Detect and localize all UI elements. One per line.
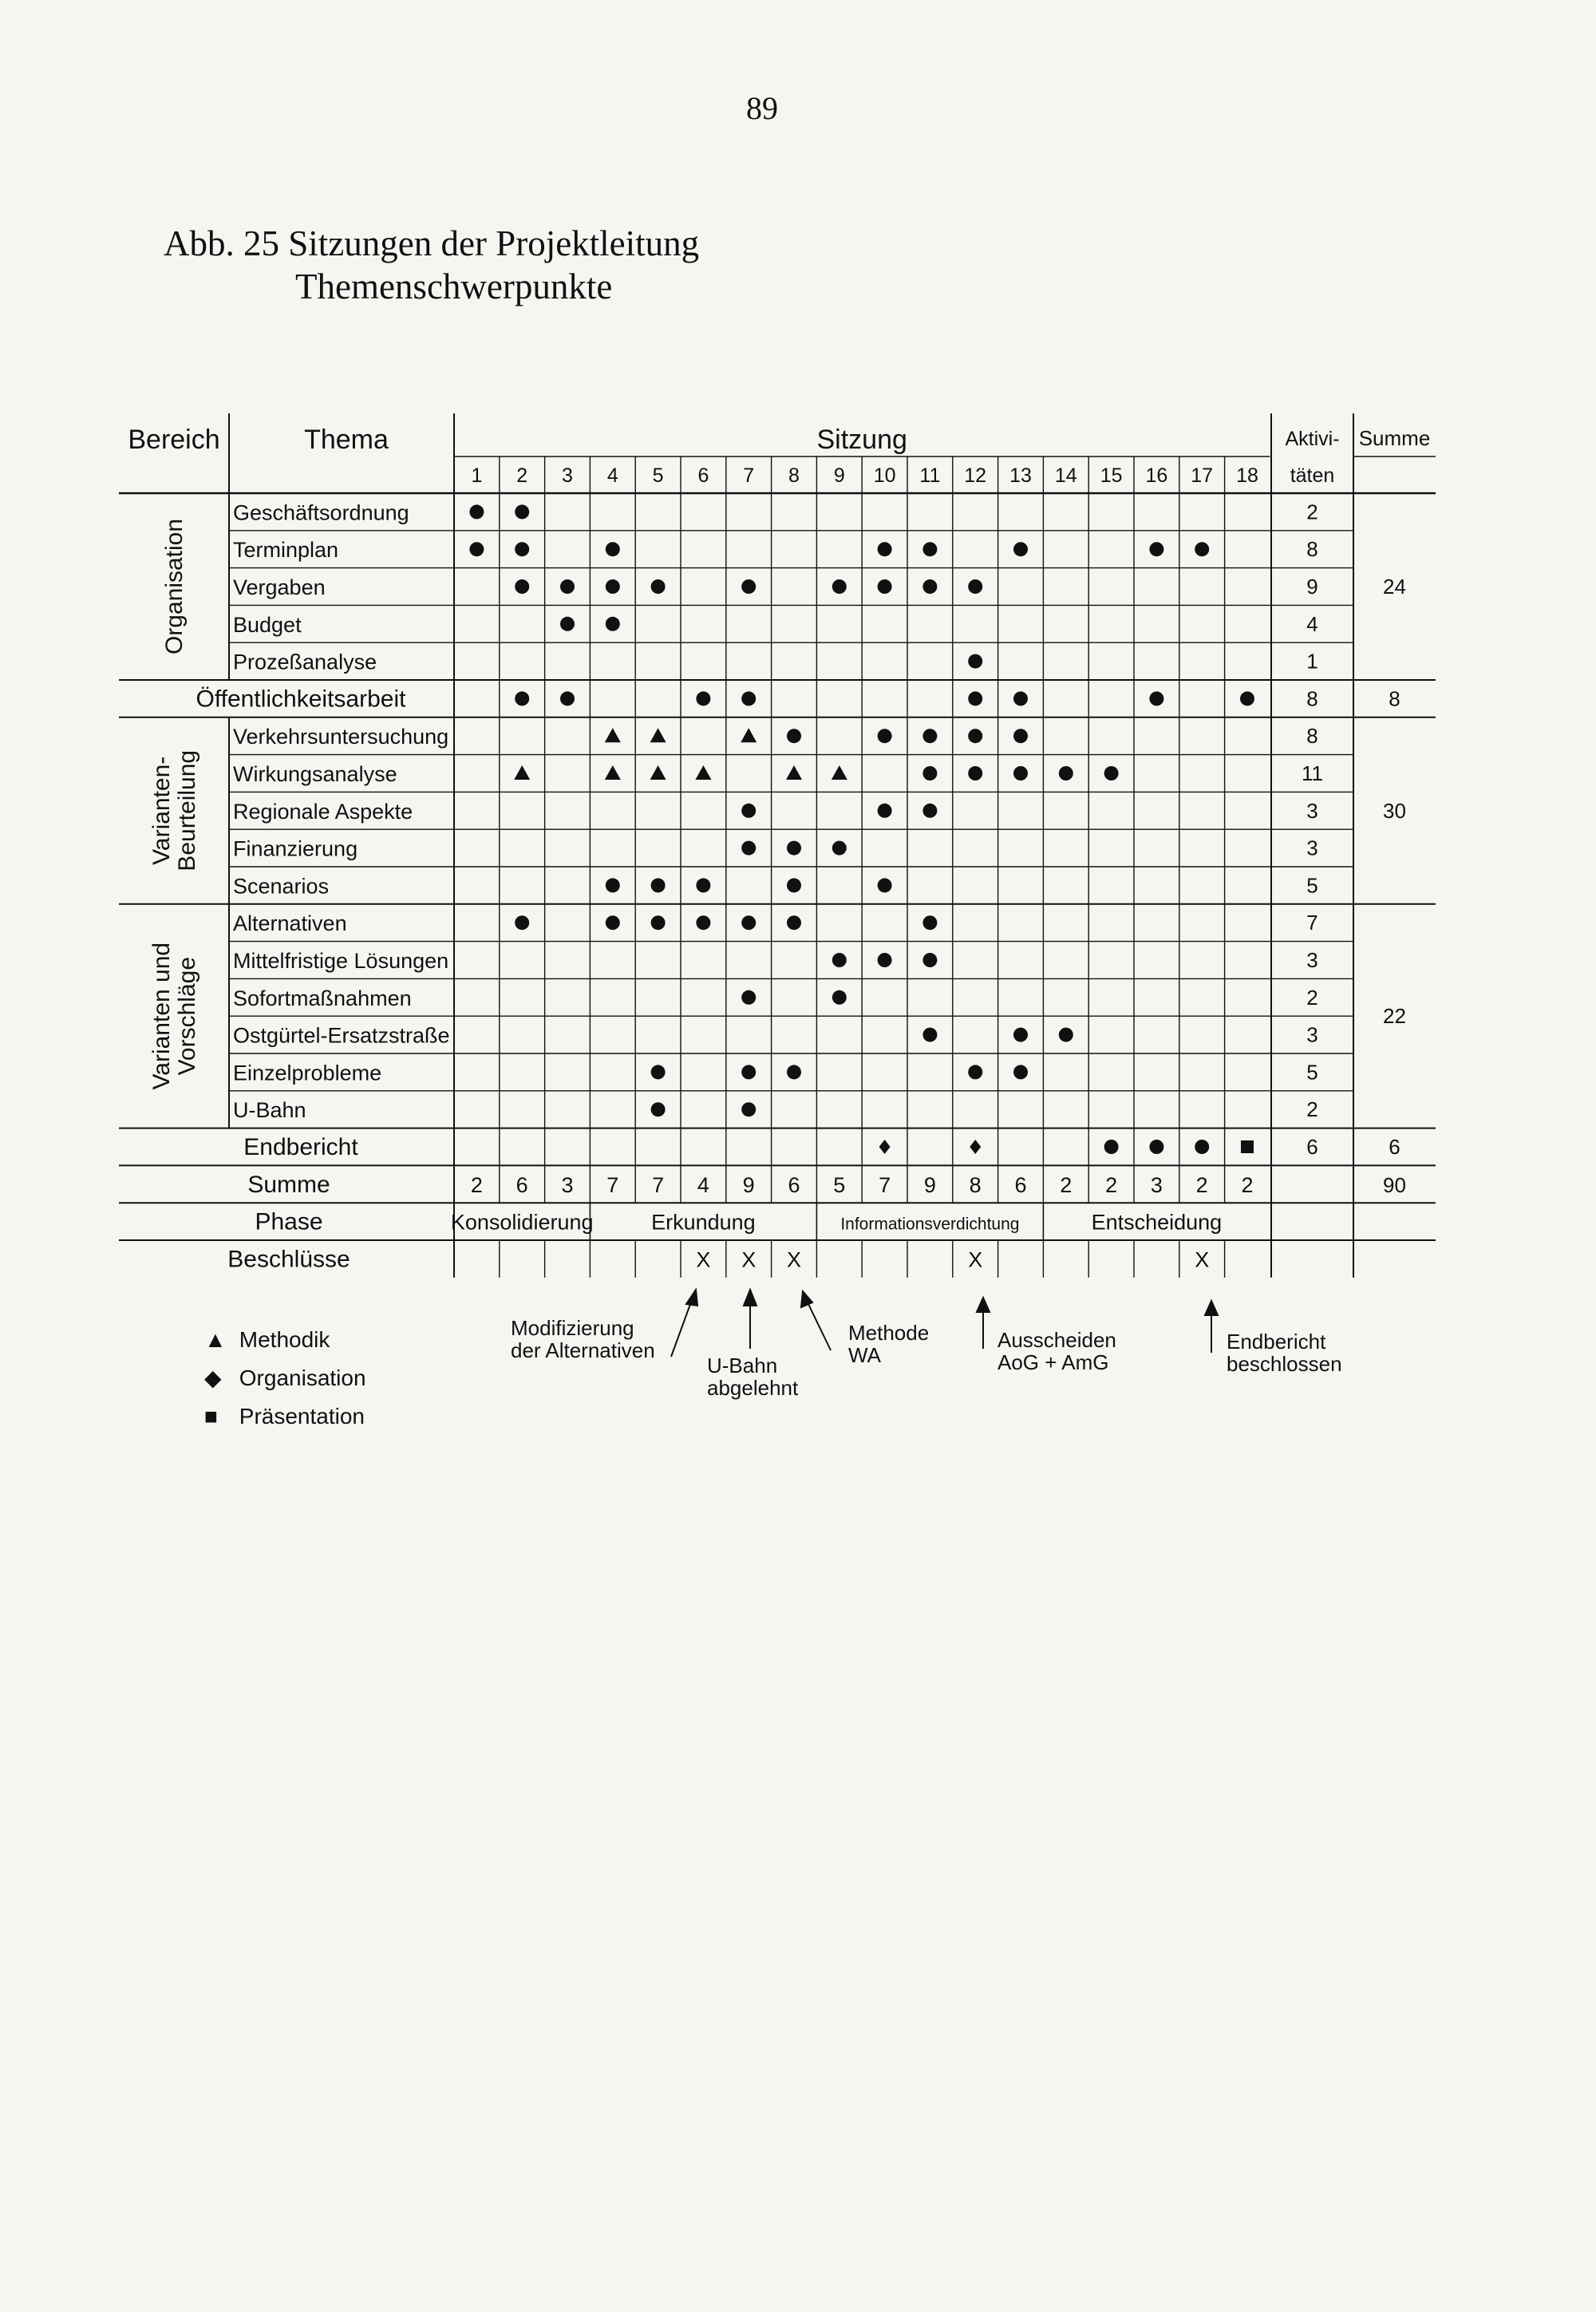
annotation-line: WA <box>848 1343 881 1367</box>
aktivitaeten-value: 4 <box>1306 611 1318 636</box>
arrowhead-icon <box>686 1290 697 1306</box>
session-number: 18 <box>1236 464 1258 487</box>
aktivitaeten-value: 1 <box>1306 649 1318 674</box>
session-number: 14 <box>1054 464 1077 487</box>
session-total: 9 <box>923 1172 936 1197</box>
annotation-line: Methode <box>848 1321 930 1345</box>
session-number: 17 <box>1191 464 1214 487</box>
aktivitaeten-value: 3 <box>1306 798 1318 823</box>
group-sum-value: 24 <box>1383 575 1406 599</box>
annotation-line: U-Bahn <box>707 1354 778 1377</box>
diamond-icon: ◆ <box>204 1365 222 1390</box>
group-label: Varianten- <box>148 756 175 865</box>
session-total: 2 <box>1060 1172 1073 1197</box>
aktivitaeten-value: 8 <box>1306 537 1318 562</box>
phase-name: Informationsverdichtung <box>840 1215 1020 1234</box>
topic-label: Alternativen <box>233 911 347 936</box>
annotation-line: Ausscheiden <box>998 1328 1116 1352</box>
group-label: Beurteilung <box>174 749 200 871</box>
grand-total: 90 <box>1383 1172 1406 1197</box>
session-number: 6 <box>697 464 709 487</box>
aktivitaeten-value: 8 <box>1306 686 1318 711</box>
session-total: 8 <box>969 1172 982 1197</box>
topic-label: Wirkungsanalyse <box>233 762 397 786</box>
aktivitaeten-value: 9 <box>1306 575 1318 599</box>
topic-label: Prozeßanalyse <box>233 650 377 674</box>
arrowhead-icon <box>801 1291 812 1307</box>
summe-label: Summe <box>247 1171 330 1198</box>
aktivitaeten-value: 3 <box>1306 836 1318 860</box>
header-bereich: Bereich <box>128 425 220 455</box>
annotation-line: Modifizierung <box>511 1316 634 1340</box>
topic-label: Verkehrsuntersuchung <box>233 725 449 749</box>
session-total: 5 <box>833 1172 846 1197</box>
phase-name: Erkundung <box>651 1210 756 1235</box>
annotation-line: abgelehnt <box>707 1376 799 1400</box>
topic-label: U-Bahn <box>233 1098 306 1123</box>
beschluesse-label: Beschlüsse <box>227 1246 350 1273</box>
arrowhead-icon <box>744 1290 757 1306</box>
session-total: 6 <box>516 1172 528 1197</box>
aktivitaeten-value: 2 <box>1306 1097 1318 1122</box>
topic-label: Endbericht <box>243 1134 358 1160</box>
topic-label: Scenarios <box>233 874 330 899</box>
topic-label: Geschäftsordnung <box>233 500 409 525</box>
session-number: 4 <box>606 464 618 487</box>
session-number: 9 <box>833 464 845 487</box>
group-label: Varianten und <box>148 942 175 1090</box>
caption-line-2: Themenschwerpunkte <box>295 267 613 306</box>
decision-mark: X <box>968 1247 983 1272</box>
session-number: 5 <box>652 464 664 487</box>
session-total: 3 <box>561 1172 574 1197</box>
decision-mark: X <box>1195 1247 1210 1272</box>
header-aktivitaeten-2: täten <box>1290 464 1335 487</box>
legend-label: Organisation <box>239 1365 366 1390</box>
session-number: 7 <box>743 464 755 487</box>
aktivitaeten-value: 8 <box>1306 724 1318 749</box>
group-sum-value: 30 <box>1383 798 1406 823</box>
group-sum-value: 8 <box>1389 686 1400 711</box>
session-number: 1 <box>471 464 483 487</box>
topic-label: Vergaben <box>233 575 326 599</box>
session-number: 10 <box>873 464 896 487</box>
aktivitaeten-value: 3 <box>1306 948 1318 972</box>
session-number: 13 <box>1009 464 1032 487</box>
topic-label: Ostgürtel-Ersatzstraße <box>233 1023 450 1048</box>
arrowhead-icon <box>1205 1301 1218 1315</box>
group-label: Organisation <box>161 518 188 655</box>
session-total: 4 <box>697 1172 709 1197</box>
arrowhead-icon <box>977 1298 990 1312</box>
annotation-line: Endbericht <box>1227 1330 1326 1354</box>
group-label: Vorschläge <box>174 956 200 1076</box>
decision-mark: X <box>786 1247 802 1272</box>
topic-label: Finanzierung <box>233 836 358 861</box>
session-number: 3 <box>562 464 573 487</box>
session-total: 6 <box>788 1172 800 1197</box>
topic-label: Sofortmaßnahmen <box>233 986 412 1010</box>
annotation-line: beschlossen <box>1227 1352 1342 1376</box>
square-icon: ■ <box>204 1404 218 1429</box>
topic-label: Regionale Aspekte <box>233 799 413 824</box>
phase-name: Konsolidierung <box>450 1210 594 1235</box>
arrow-methode <box>808 1302 831 1350</box>
header-sitzung: Sitzung <box>816 425 907 455</box>
header-summe: Summe <box>1358 426 1431 450</box>
session-total: 2 <box>1195 1172 1208 1197</box>
annotation-line: der Alternativen <box>511 1338 655 1362</box>
session-number: 12 <box>964 464 987 487</box>
aktivitaeten-value: 6 <box>1306 1135 1318 1159</box>
session-total: 2 <box>1241 1172 1254 1197</box>
topic-label: Einzelprobleme <box>233 1061 382 1085</box>
session-number: 15 <box>1100 464 1123 487</box>
aktivitaeten-value: 3 <box>1306 1022 1318 1047</box>
group-sum-value: 22 <box>1383 1004 1406 1029</box>
aktivitaeten-value: 7 <box>1306 911 1318 935</box>
session-total: 7 <box>606 1172 619 1197</box>
session-total: 2 <box>1105 1172 1118 1197</box>
topic-label: Terminplan <box>233 538 339 563</box>
topic-label: Budget <box>233 612 302 637</box>
aktivitaeten-value: 2 <box>1306 500 1318 524</box>
legend-label: Präsentation <box>239 1404 365 1429</box>
session-total: 9 <box>742 1172 755 1197</box>
aktivitaeten-value: 11 <box>1302 761 1323 785</box>
session-number: 11 <box>919 464 941 487</box>
decision-mark: X <box>696 1247 711 1272</box>
aktivitaeten-value: 5 <box>1306 1060 1318 1085</box>
session-total: 2 <box>470 1172 483 1197</box>
session-total: 7 <box>652 1172 665 1197</box>
header-thema: Thema <box>304 425 389 455</box>
phase-label: Phase <box>255 1208 323 1235</box>
group-sum-value: 6 <box>1389 1135 1400 1159</box>
topic-label: Öffentlichkeitsarbeit <box>196 686 406 713</box>
session-total: 3 <box>1150 1172 1163 1197</box>
annotation-line: AoG + AmG <box>998 1350 1109 1374</box>
session-number: 8 <box>788 464 800 487</box>
phase-name: Entscheidung <box>1091 1210 1223 1235</box>
aktivitaeten-value: 2 <box>1306 985 1318 1010</box>
session-total: 7 <box>879 1172 891 1197</box>
decision-mark: X <box>741 1247 757 1272</box>
arrow-modifizierung <box>671 1298 693 1357</box>
session-number: 16 <box>1145 464 1168 487</box>
caption-line-1: Abb. 25 Sitzungen der Projektleitung <box>164 223 700 263</box>
header-aktivitaeten-1: Aktivi- <box>1285 428 1340 450</box>
topic-label: Mittelfristige Lösungen <box>233 949 449 973</box>
triangle-icon: ▲ <box>204 1327 227 1352</box>
aktivitaeten-value: 5 <box>1306 873 1318 898</box>
session-number: 2 <box>516 464 528 487</box>
session-total: 6 <box>1014 1172 1027 1197</box>
page-number: 89 <box>746 90 778 126</box>
legend-label: Methodik <box>239 1327 330 1352</box>
